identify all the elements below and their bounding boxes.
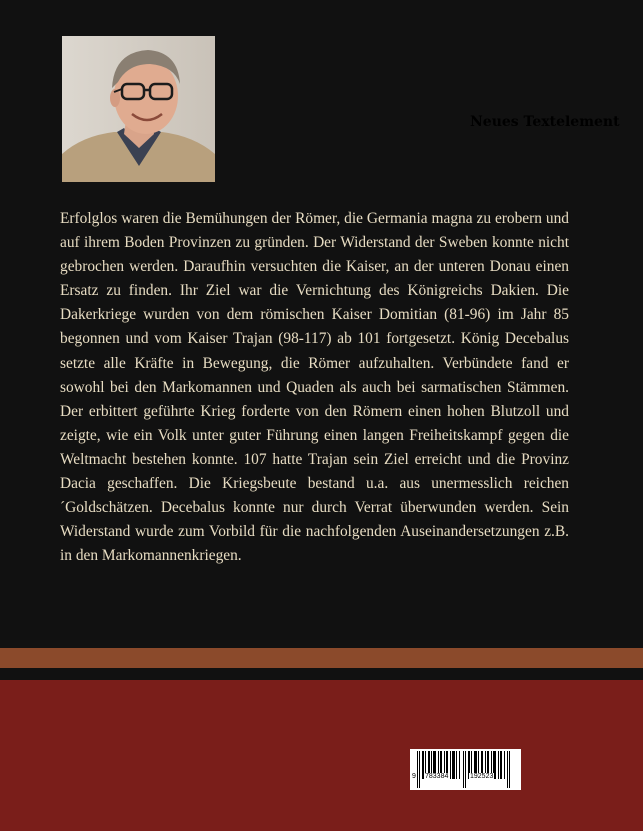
barcode-bars-icon	[413, 751, 518, 788]
text-element-label: Neues Textelement	[470, 114, 620, 130]
isbn-barcode	[410, 749, 521, 790]
barcode-group-1: 783384	[425, 773, 449, 780]
decorative-stripe	[0, 648, 643, 668]
back-cover-blurb: Erfolglos waren die Bemühungen der Römer, die Germania magna zu erobern und auf ihrem Boden Provinzen zu gründen. Der Widerstand der Sweben konnte nicht gebrochen werden. Daraufhin versuchten die Kaiser, an der unteren Donau einen Ersatz zu finden. Ihr Ziel war die Vernichtung des Königreichs Dakien. Die Dakerkriege wurden von dem römischen Kaiser Domitian (81-96) im Jahr 85 begonnen und vom Kaiser Trajan (98-117) ab 101 fortgesetzt. König Decebalus setzte alle Kräfte in Bewegung, die Römer aufzuhalten. Verbündete fand er sowohl bei den Markomannen und Quaden als auch bei sarmatischen Stämmen. Der erbittert geführte Krieg forderte von den Römern einen hohen Blutzoll und zeigte, wie ein Volk unter guter Führung einen langen Freiheitskampf gegen die Weltmacht bestehen konnte. 107 hatte Trajan sein Ziel erreicht und die Provinz Dacia geschaffen. Die Kriegsbeute bestand u.a. aus unermesslich reichen ´Goldschätzen. Decebalus konnte nur durch Verrat überwunden werden. Sein Widerstand wurde zum Vorbild für die nachfolgenden Auseinandersetzungen z.B. in den Markomannenkriegen.	[60, 210, 569, 565]
barcode-lead-digit: 9	[412, 773, 416, 780]
footer-panel	[0, 680, 643, 831]
barcode-group-2: 192523	[470, 773, 494, 780]
author-portrait-icon	[62, 36, 215, 182]
author-photo	[62, 36, 215, 182]
